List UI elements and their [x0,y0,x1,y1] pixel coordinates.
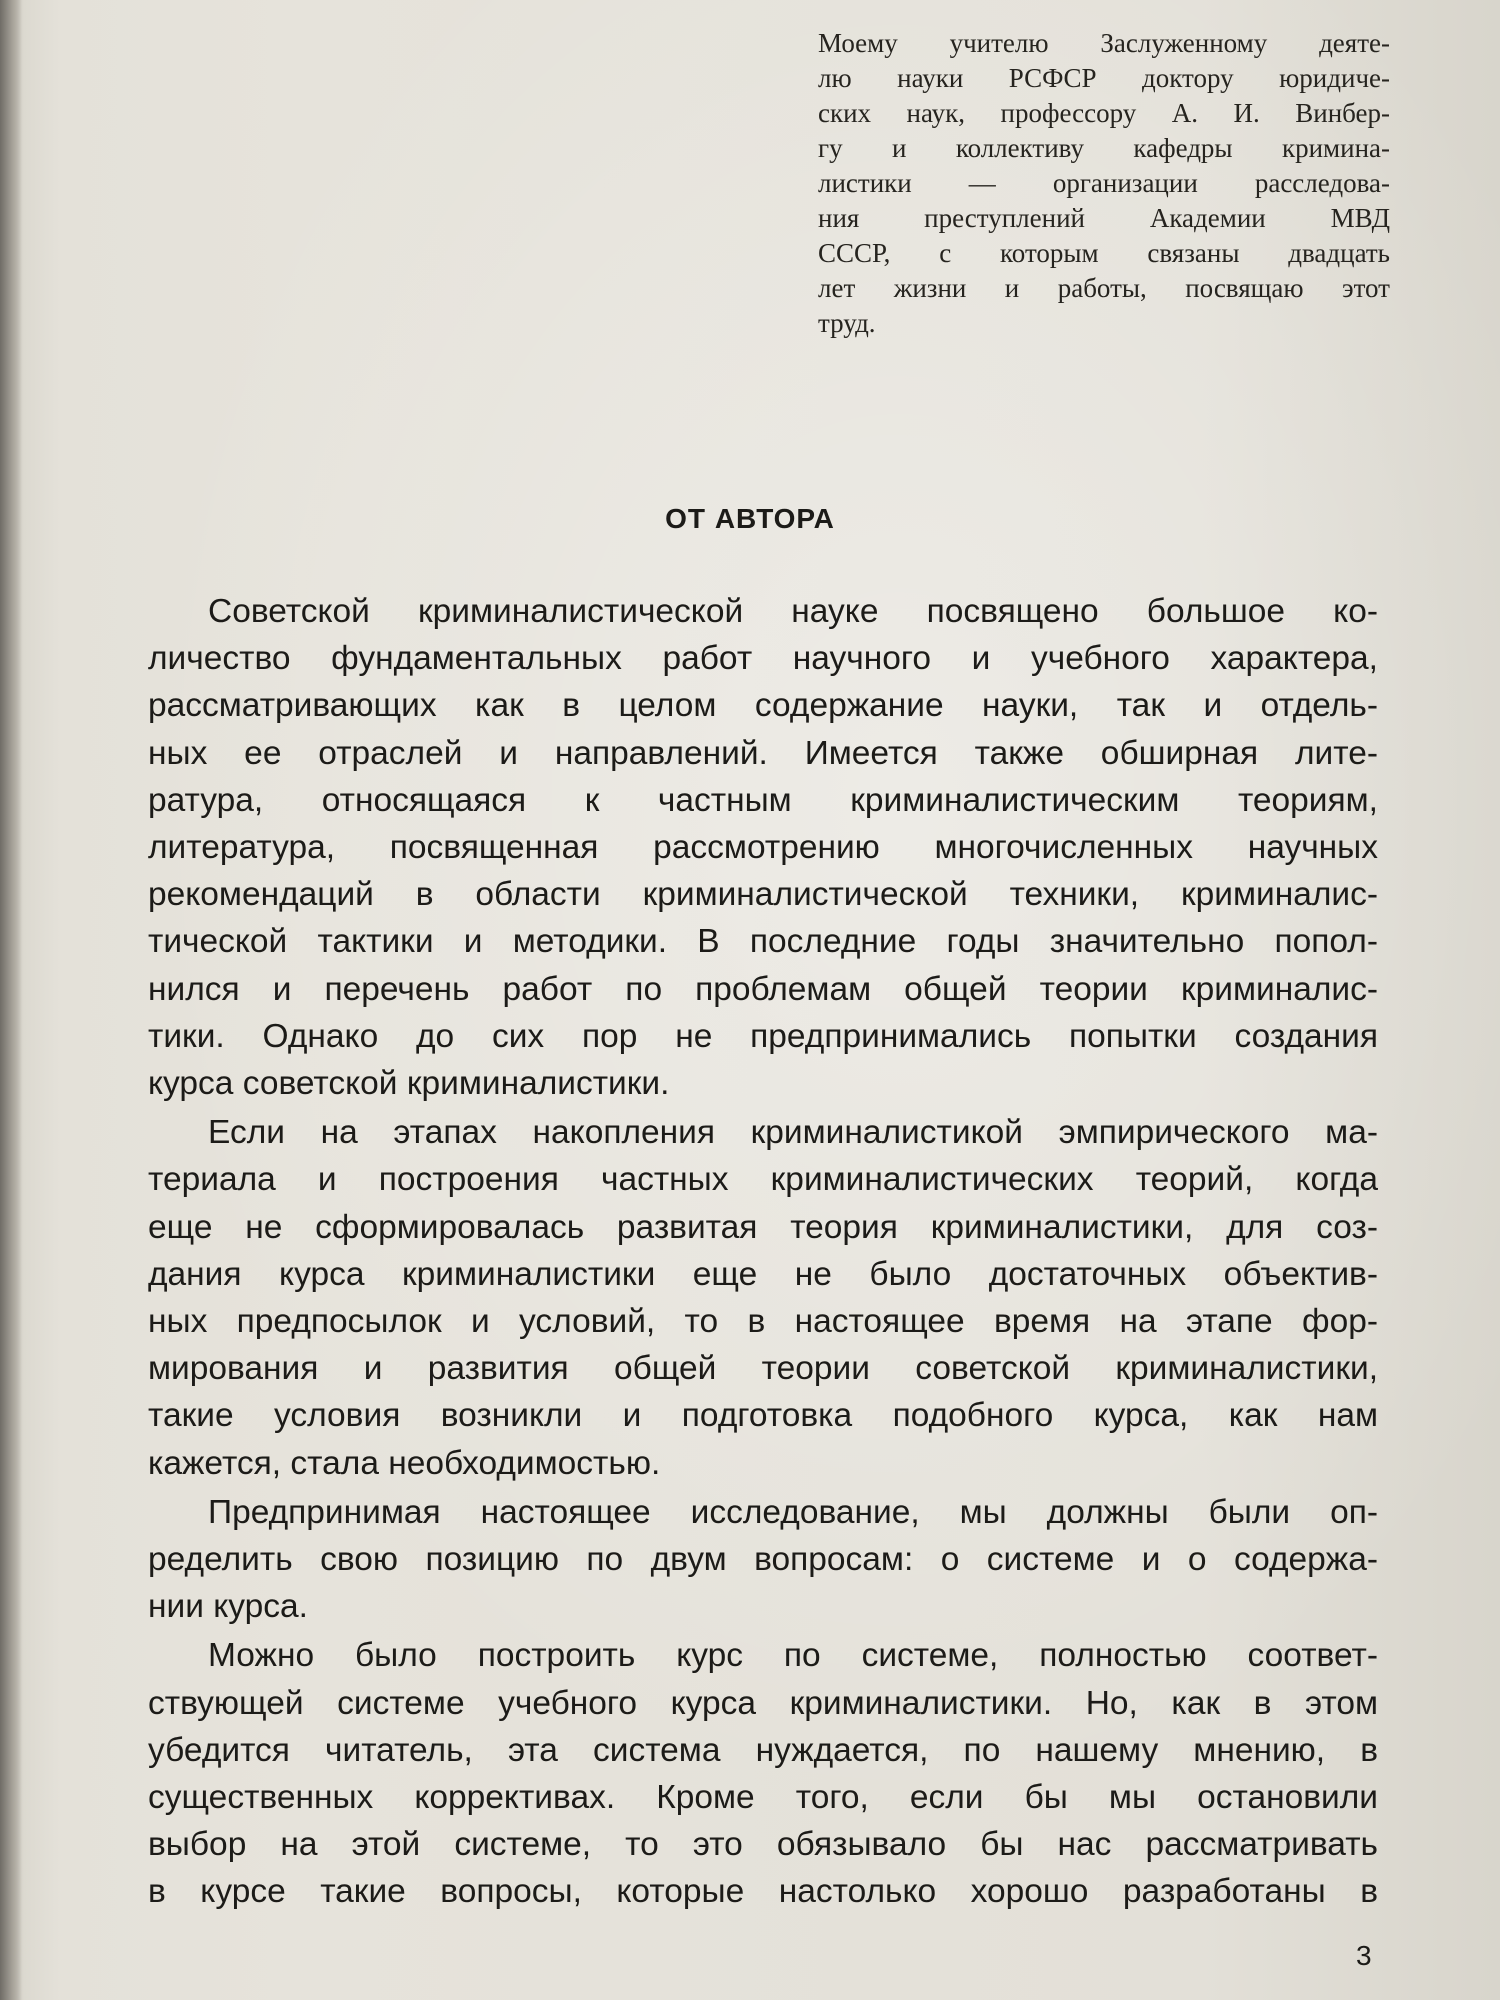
page-number: 3 [1356,1940,1372,1971]
dedication-epigraph [818,26,1390,341]
text-line: мирования и развития общей теории советской криминалистики, [148,1350,1378,1388]
text-line: кажется, стала необходимостью. [148,1444,661,1482]
text-line: рассматривающих как в целом содержание науки, так и отдель- [148,687,1378,725]
epigraph-line: гу и коллективу кафедры кримина- [818,133,1390,163]
text-line: Советской криминалистической науке посвящено большое ко- [208,593,1378,630]
paragraph-4 [148,1632,1378,1915]
text-line: литература, посвященная рассмотрению многочисленных научных [148,829,1378,867]
text-line: Предпринимая настоящее исследование, мы должны были оп- [208,1493,1378,1531]
text-line: тики. Однако до сих пор не предпринимались попытки создания [148,1017,1378,1055]
paragraph-3 [148,1489,1378,1631]
text-line: существенных коррективах. Кроме того, если бы мы остановили [148,1779,1378,1817]
text-line: курса советской криминалистики. [148,1065,670,1103]
epigraph-line: СССР, с которым связаны двадцать [818,238,1390,268]
text-line: ратура, относящаяся к частным криминалистическим теориям, [148,781,1378,819]
text-line: тической тактики и методики. В последние годы значительно попол- [148,923,1378,961]
text-line: Если на этапах накопления криминалистикой эмпирического ма- [208,1114,1378,1152]
text-line: ределить свою позицию по двум вопросам: о системе и о содержа- [148,1541,1378,1579]
text-line: рекомендаций в области криминалистической техники, криминалис- [148,876,1378,914]
epigraph-line: лет жизни и работы, посвящаю этот [818,273,1390,303]
epigraph-line: лю науки РСФСР доктору юридиче- [818,63,1390,93]
text-line: териала и построения частных криминалистических теорий, когда [148,1161,1378,1199]
text-line: Можно было построить курс по системе, полностью соответ- [208,1637,1378,1675]
paragraph-2 [148,1109,1378,1487]
text-line: ных ее отраслей и направлений. Имеется также обширная лите- [148,734,1378,772]
epigraph-line: Моему учителю Заслуженному деяте- [818,28,1390,58]
book-binding-edge [0,0,22,2000]
text-line: нился и перечень работ по проблемам общей теории криминалис- [148,970,1378,1008]
text-line: выбор на этой системе, то это обязывало бы нас рассматривать [148,1826,1378,1864]
epigraph-line: ния преступлений Академии МВД [818,203,1390,233]
text-line: нии курса. [148,1588,308,1626]
epigraph-line: ских наук, профессору А. И. Винбер- [818,98,1390,128]
text-line: убедится читатель, эта система нуждается, по нашему мнению, в [148,1731,1378,1769]
epigraph-line: листики — организации расследова- [818,168,1390,198]
body-text [148,588,1378,1916]
text-line: ствующей системе учебного курса криминалистики. Но, как в этом [148,1684,1378,1722]
text-line: в курсе такие вопросы, которые настолько хорошо разработаны в [148,1873,1378,1911]
text-line: дания курса криминалистики еще не было достаточных объектив- [148,1255,1378,1293]
text-line: ных предпосылок и условий, то в настоящее время на этапе фор- [148,1303,1378,1341]
section-heading: ОТ АВТОРА [665,503,835,534]
text-line: личество фундаментальных работ научного и учебного характера, [148,640,1378,678]
text-line: такие условия возникли и подготовка подобного курса, как нам [148,1397,1378,1435]
paragraph-1 [148,588,1378,1107]
epigraph-line: труд. [818,308,876,338]
text-line: еще не сформировалась развитая теория криминалистики, для соз- [148,1208,1378,1246]
